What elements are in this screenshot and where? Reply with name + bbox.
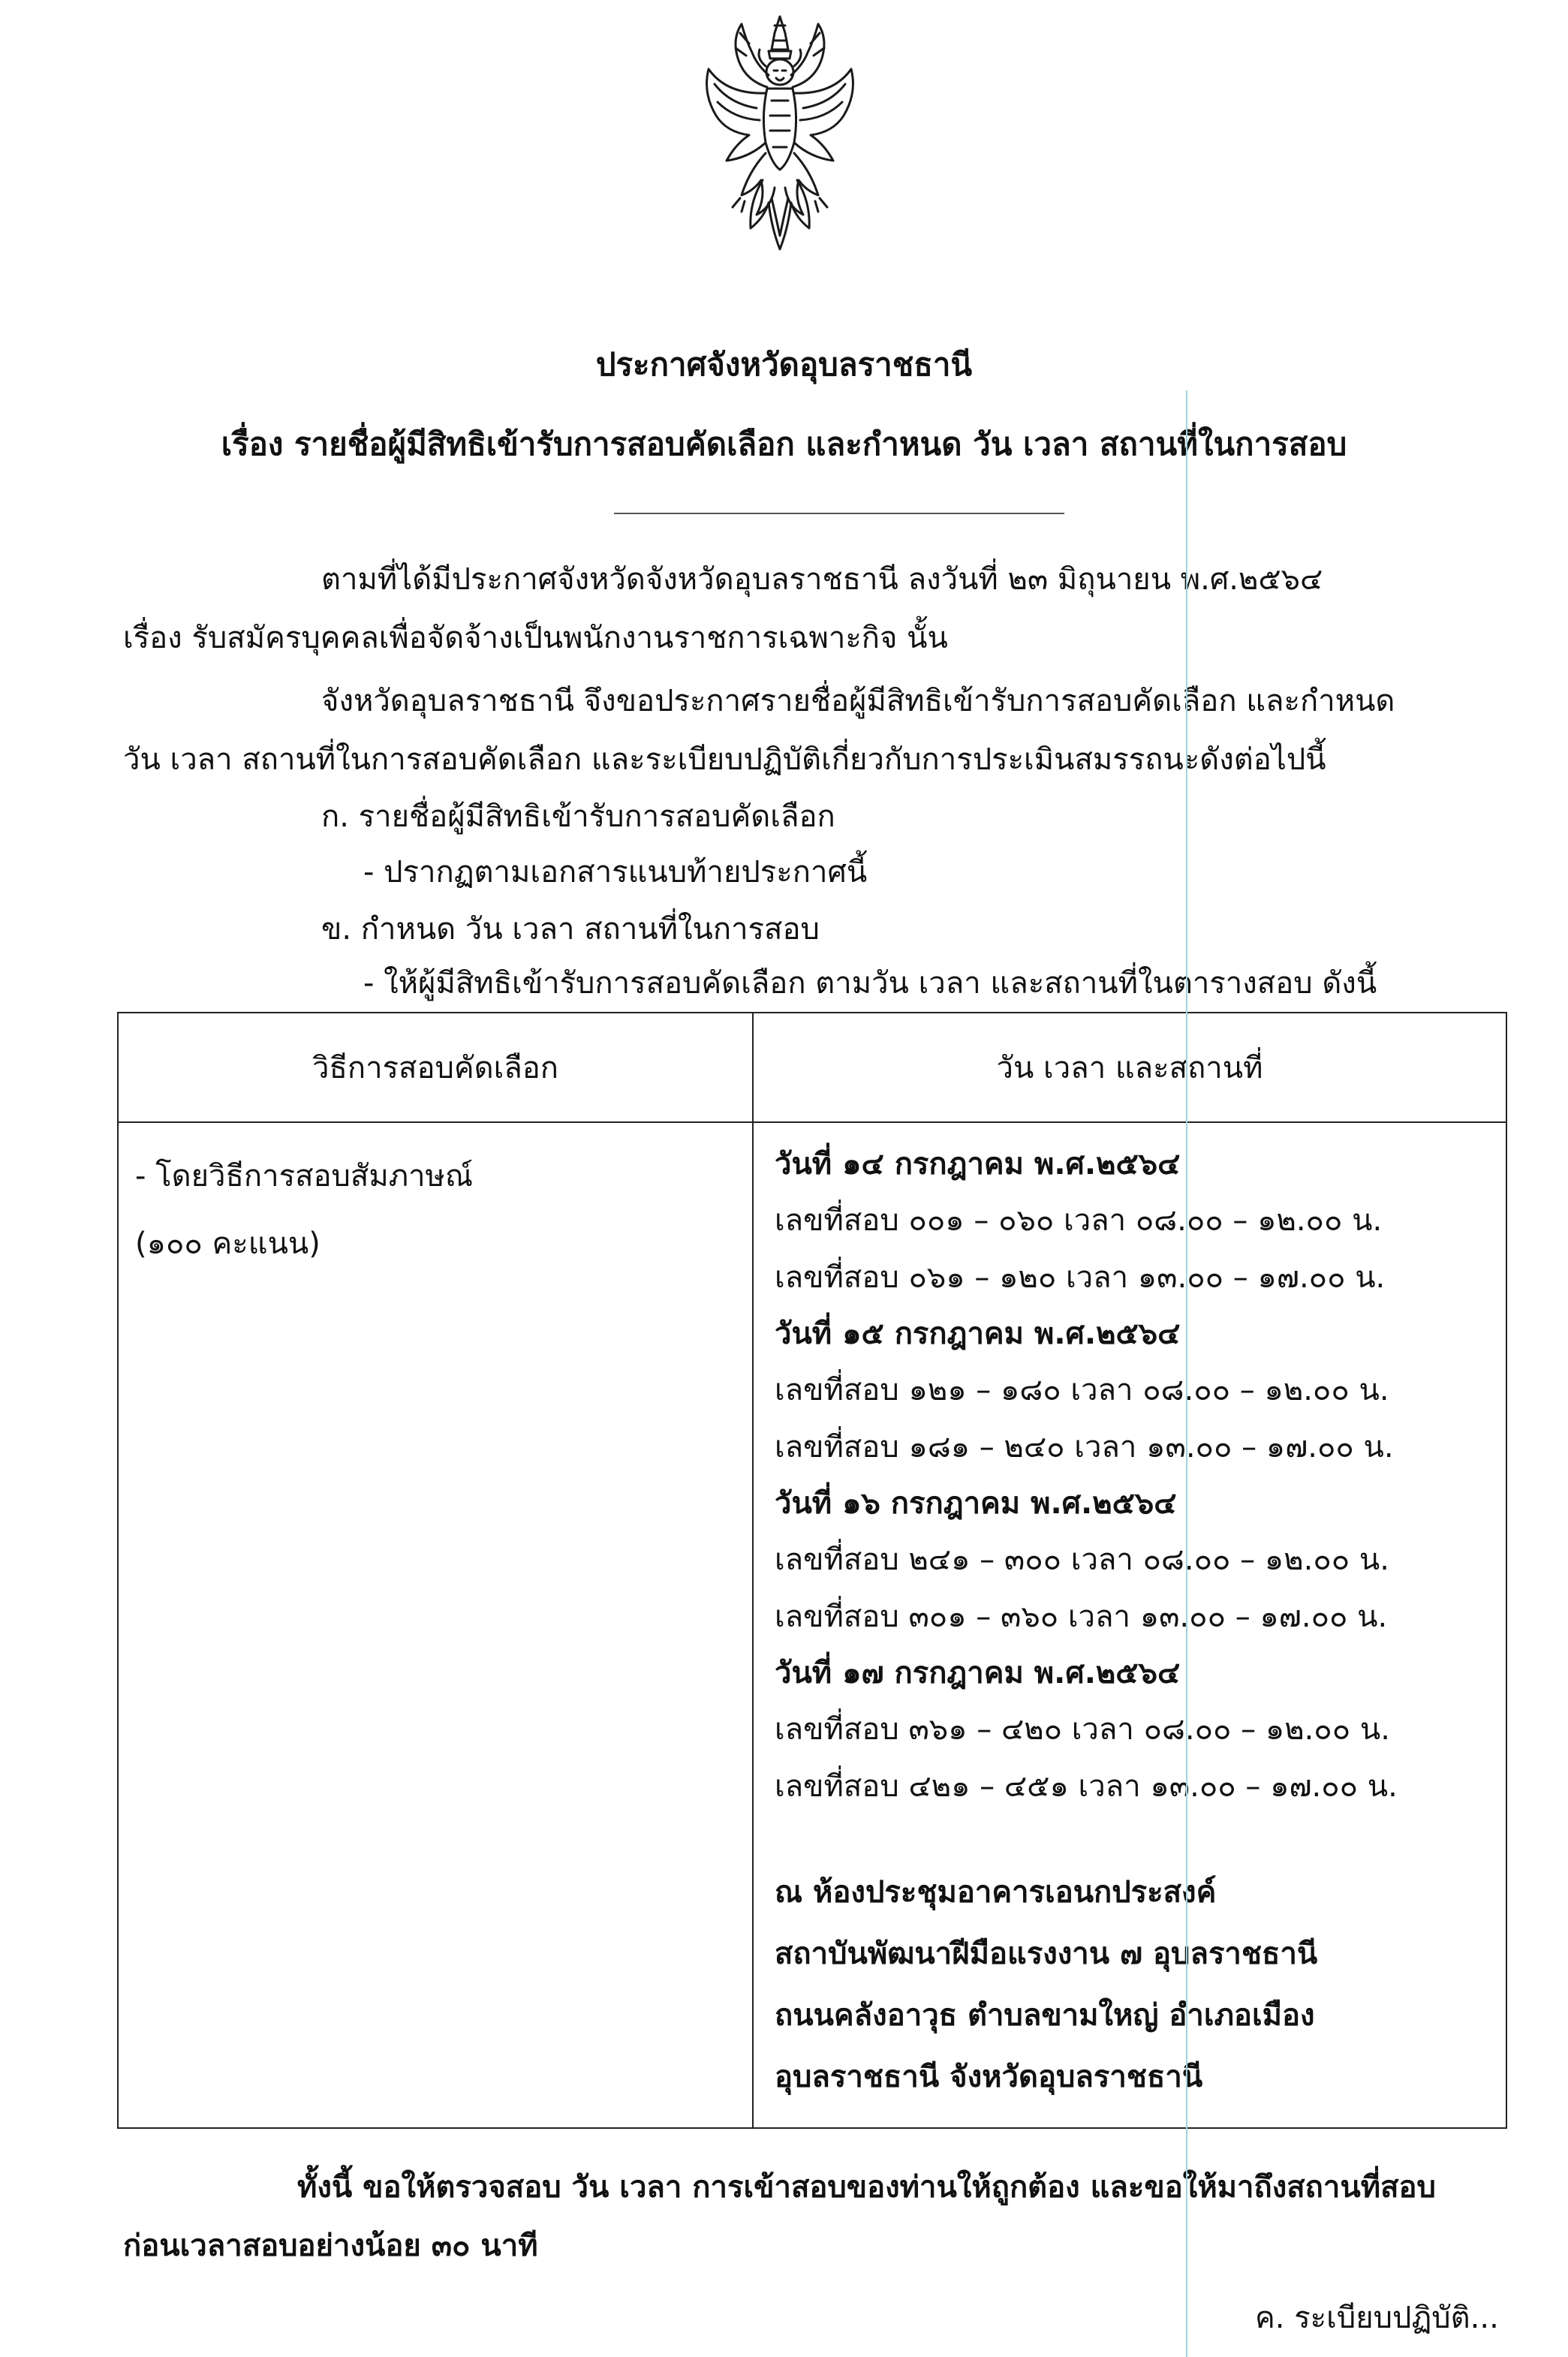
column-header-method: วิธีการสอบคัดเลือก xyxy=(118,1013,753,1122)
paragraph-2-line-2: วัน เวลา สถานที่ในการสอบคัดเลือก และระเบียบปฏิบัติเกี่ยวกับการประเมินสมรรถนะดังต่อไปนี้ xyxy=(123,742,1326,777)
exam-slot: เลขที่สอบ ๔๒๑ – ๔๕๑ เวลา ๑๓.๐๐ – ๑๗.๐๐ น. xyxy=(775,1769,1398,1804)
announcement-title: ประกาศจังหวัดอุบลราชธานี xyxy=(595,346,973,383)
exam-slot: เลขที่สอบ ๐๐๑ – ๐๖๐ เวลา ๐๘.๐๐ – ๑๒.๐๐ น. xyxy=(775,1203,1383,1238)
title-divider xyxy=(614,513,1064,514)
exam-slot: เลขที่สอบ ๑๘๑ – ๒๔๐ เวลา ๑๓.๐๐ – ๑๗.๐๐ น. xyxy=(775,1430,1394,1464)
exam-slot: เลขที่สอบ ๓๐๑ – ๓๖๐ เวลา ๑๓.๐๐ – ๑๗.๐๐ น. xyxy=(775,1600,1388,1634)
method-name: - โดยวิธีการสอบสัมภาษณ์ xyxy=(135,1159,473,1194)
venue-line: ณ ห้องประชุมอาคารเอนกประสงค์ xyxy=(775,1875,1217,1910)
exam-slot: เลขที่สอบ ๓๖๑ – ๔๒๐ เวลา ๐๘.๐๐ – ๑๒.๐๐ น. xyxy=(775,1712,1390,1747)
exam-venue xyxy=(775,1862,1506,2108)
venue-line: อุบลราชธานี จังหวัดอุบลราชธานี xyxy=(775,2060,1203,2094)
paragraph-1-line-2: เรื่อง รับสมัครบุคคลเพื่อจัดจ้างเป็นพนักงานราชการเฉพาะกิจ นั้น xyxy=(123,621,948,655)
page-continuation: ค. ระเบียบปฏิบัติ... xyxy=(1255,2301,1499,2335)
venue-line: ถนนคลังอาวุธ ตำบลขามใหญ่ อำเภอเมือง xyxy=(775,1998,1315,2033)
scan-artifact-line xyxy=(1186,390,1187,2357)
paragraph-2-line-1: จังหวัดอุบลราชธานี จึงขอประกาศรายชื่อผู้มีสิทธิเข้ารับการสอบคัดเลือก และกำหนด xyxy=(321,684,1395,718)
exam-date-1: วันที่ ๑๔ กรกฎาคม พ.ศ.๒๕๖๔ xyxy=(775,1147,1181,1182)
table-row xyxy=(118,1122,1506,2128)
exam-schedule-table xyxy=(117,1012,1507,2129)
item-a-detail: - ปรากฏตามเอกสารแนบท้ายประกาศนี้ xyxy=(363,855,868,890)
garuda-emblem xyxy=(697,11,863,258)
column-header-datetime-place: วัน เวลา และสถานที่ xyxy=(753,1013,1506,1122)
item-b-heading: ข. กำหนด วัน เวลา สถานที่ในการสอบ xyxy=(321,912,820,947)
item-a-heading: ก. รายชื่อผู้มีสิทธิเข้ารับการสอบคัดเลือก xyxy=(321,799,835,834)
footer-note-line-1: ทั้งนี้ ขอให้ตรวจสอบ วัน เวลา การเข้าสอบของท่านให้ถูกต้อง และขอให้มาถึงสถานที่สอบ xyxy=(297,2170,1436,2205)
exam-slot: เลขที่สอบ ๐๖๑ – ๑๒๐ เวลา ๑๓.๐๐ – ๑๗.๐๐ น. xyxy=(775,1260,1386,1295)
method-cell xyxy=(118,1122,753,2128)
announcement-subject: เรื่อง รายชื่อผู้มีสิทธิเข้ารับการสอบคัดเลือก และกำหนด วัน เวลา สถานที่ในการสอบ xyxy=(221,426,1347,462)
exam-slot: เลขที่สอบ ๒๔๑ – ๓๐๐ เวลา ๐๘.๐๐ – ๑๒.๐๐ น. xyxy=(775,1543,1389,1577)
exam-date-4: วันที่ ๑๗ กรกฎาคม พ.ศ.๒๕๖๔ xyxy=(775,1656,1181,1690)
method-score: (๑๐๐ คะแนน) xyxy=(135,1227,321,1261)
item-b-detail: - ให้ผู้มีสิทธิเข้ารับการสอบคัดเลือก ตามวัน เวลา และสถานที่ในตารางสอบ ดังนี้ xyxy=(363,966,1377,1001)
exam-date-3: วันที่ ๑๖ กรกฎาคม พ.ศ.๒๕๖๔ xyxy=(775,1486,1177,1521)
schedule-cell xyxy=(753,1122,1506,2128)
venue-line: สถาบันพัฒนาฝีมือแรงงาน ๗ อุบลราชธานี xyxy=(775,1937,1318,1971)
exam-date-2: วันที่ ๑๕ กรกฎาคม พ.ศ.๒๕๖๔ xyxy=(775,1317,1181,1351)
exam-slot: เลขที่สอบ ๑๒๑ – ๑๘๐ เวลา ๐๘.๐๐ – ๑๒.๐๐ น. xyxy=(775,1373,1389,1407)
table-header-row xyxy=(118,1013,1506,1122)
footer-note-line-2: ก่อนเวลาสอบอย่างน้อย ๓๐ นาที xyxy=(123,2229,538,2263)
paragraph-1-line-1: ตามที่ได้มีประกาศจังหวัดจังหวัดอุบลราชธานี ลงวันที่ ๒๓ มิถุนายน พ.ศ.๒๕๖๔ xyxy=(321,562,1323,597)
